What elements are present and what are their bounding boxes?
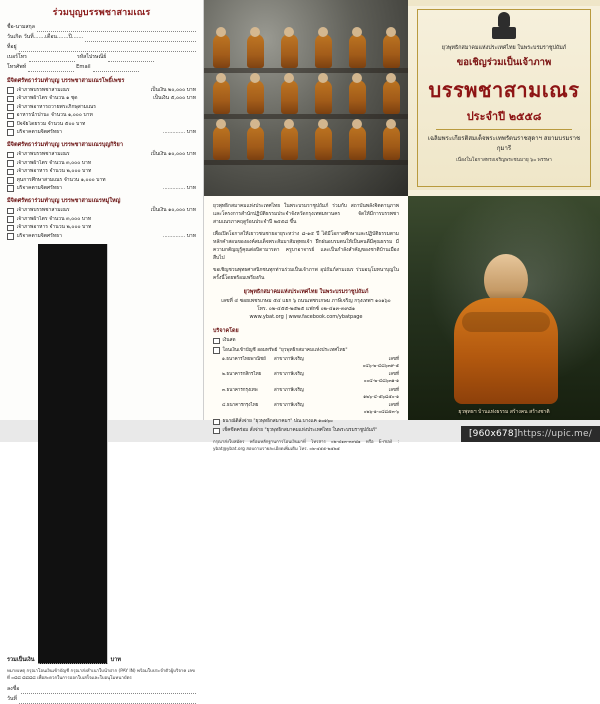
donation-form-panel bbox=[0, 0, 204, 703]
checkbox-icon[interactable] bbox=[213, 419, 220, 426]
bank-branch: สาขาภาษีเจริญ bbox=[274, 356, 304, 362]
novice-figure bbox=[315, 34, 332, 68]
donate-option-label: โอนเงินเข้าบัญชี ออมทรัพย์ "ยุวพุทธิกสมาคมแห่งประเทศไทย" bbox=[222, 347, 348, 353]
field-phone-input[interactable] bbox=[29, 55, 75, 62]
option-amount: เป็นเงิน ๑๐,๐๐๐ บาท bbox=[150, 151, 196, 158]
novice-figure bbox=[281, 34, 298, 68]
paragraph-2: เพื่อเปิดโอกาสให้เยาวชนชายอายุระหว่าง ๘-๑๕ ปี ได้มีโอกาสศึกษาและปฏิบัติธรรมตามหลักคำสอนขององค์สมเด็จพระสัมมาสัมพุทธเจ้า ฝึกฝนอบรมตนให้เป็นคนดีมีคุณธรรม มีความกตัญญูรู้คุณต่อบิดามารดา ครูบาอาจารย์ และเป็นกำลังสำคัญของชาติบ้านเมืองสืบไป bbox=[213, 230, 399, 261]
section-2-option-3[interactable] bbox=[7, 168, 196, 175]
paragraph-1: ยุวพุทธิกสมาคมแห่งประเทศไทย ในพระบรมราชูปถัมภ์ ร่วมกับ สถาบันพลังจิตตานุภาพ และโครงการสำนักปฏิบัติธรรมประจำจังหวัดกรุงเทพมหานคร จัดให้มีการบรรพชาสามเณรภาคฤดูร้อนประจำปี ๒๕๕๘ ขึ้น bbox=[213, 203, 399, 225]
donate-option-cheque[interactable] bbox=[213, 427, 399, 435]
watermark-dimensions: [960x678] bbox=[468, 429, 518, 439]
organization-block bbox=[213, 288, 399, 321]
novice-figure bbox=[349, 34, 366, 68]
cover-dedication: เฉลิมพระเกียรติสมเด็จพระเทพรัตนราชสุดาฯ สยามบรมราชกุมารี bbox=[427, 135, 581, 153]
donate-option-label: เช็คขีดคร่อม สั่งจ่าย "ยุวพุทธิกสมาคมแห่งประเทศไทย ในพระบรมราชูปถัมภ์" bbox=[222, 428, 378, 434]
novice-figure bbox=[383, 80, 400, 114]
donation-section-2 bbox=[7, 141, 196, 192]
field-email-input[interactable] bbox=[93, 65, 139, 72]
middle-text-block bbox=[204, 196, 408, 452]
option-amount: เป็นเงิน ๑๐,๐๐๐ บาท bbox=[150, 207, 196, 214]
organization-address: เลขที่ ๔ ซอยเพชรเกษม ๕๔ แยก ๖ ถนนเพชรเกษม ภาษีเจริญ กรุงเทพฯ ๑๐๑๖๐ bbox=[221, 298, 391, 305]
option-amount: เป็นเงิน ๕,๐๐๐ บาท bbox=[153, 95, 196, 102]
option-label: บริจาคตามจิตศรัทธา bbox=[16, 129, 62, 135]
bank-account: เลขที่ ๐๒๖-๑-๐๔๘๕๓-๖ bbox=[363, 402, 399, 416]
organization-name: ยุวพุทธิกสมาคมแห่งประเทศไทย ในพระบรมราชูปถัมภ์ bbox=[243, 289, 369, 296]
field-birthdate-input[interactable] bbox=[85, 35, 196, 42]
watermark-url: https://upic.me/ bbox=[517, 429, 592, 439]
novice-figure bbox=[349, 126, 366, 160]
cover-column bbox=[408, 0, 600, 420]
option-label: เจ้าภาพผ้าไตร จำนวน ๑ ชุด bbox=[16, 95, 78, 102]
bank-name: ๓.ธนาคารกรุงเทพ bbox=[222, 387, 258, 393]
checkbox-icon[interactable] bbox=[7, 104, 14, 111]
donate-option-label: ธนาณัติสั่งจ่าย "ยุวพุทธิกสมาคมฯ" ปณ.บางแค ๑๐๑๖๐ bbox=[222, 419, 333, 425]
signature-name-row[interactable] bbox=[7, 686, 196, 694]
option-label: บริจาคตามจิตศรัทธา bbox=[16, 185, 62, 192]
cover-invite-line: ขอเชิญร่วมเป็นเจ้าภาพ bbox=[456, 57, 552, 68]
novice-figure bbox=[281, 80, 298, 114]
bank-name: ๒.ธนาคารกสิกรไทย bbox=[222, 372, 262, 378]
bank-account: เลขที่ ๐๐๔-๒-๔๘๖๓๑-๑ bbox=[363, 372, 399, 385]
novice-portrait-photo bbox=[408, 196, 600, 420]
cover-occasion: เนื่องในโอกาสทรงเจริญพระชนมายุ ๖๐ พรรษา bbox=[456, 158, 552, 164]
donation-section-3 bbox=[7, 197, 196, 240]
section-3-heading: มีจิตศรัทธาร่วมทำบุญ บรรพชาสามเณรหมู่ใหญ่ bbox=[7, 198, 121, 205]
option-label: เจ้าภาพบรรพชาสามเณร bbox=[16, 207, 70, 214]
cover-org-line: ยุวพุทธิกสมาคมแห่งประเทศไทย ในพระบรมราชูปถัมภ์ bbox=[441, 45, 567, 51]
cover-header bbox=[408, 0, 600, 196]
section-2-option-1[interactable] bbox=[7, 151, 196, 158]
donate-option-cash[interactable] bbox=[213, 337, 399, 345]
paragraph-3: ขอเชิญชวนพุทธศาสนิกชนทุกท่านร่วมเป็นเจ้าภาพ อุปถัมภ์สามเณร ร่วมอนุโมทนาบุญในครั้งนี้โดยพร้อมเพรียงกัน bbox=[213, 266, 399, 281]
checkbox-icon[interactable] bbox=[7, 96, 14, 103]
novice-figure bbox=[349, 80, 366, 114]
novice-figure bbox=[247, 126, 264, 160]
checkbox-icon[interactable] bbox=[7, 185, 14, 192]
novice-figure bbox=[383, 34, 400, 68]
novice-figure bbox=[213, 80, 230, 114]
total-label: รวมเป็นเงิน bbox=[7, 656, 35, 663]
section-1-option-6[interactable] bbox=[7, 129, 196, 136]
organization-website[interactable]: www.ybat.org | www.facebook.com/ybatpage bbox=[249, 314, 363, 321]
photo-caption: ยุวพุทธฯ บ้านแห่งธรรม สร้างคน สร้างชาติ bbox=[458, 409, 550, 415]
novice-figure bbox=[213, 34, 230, 68]
section-1-option-1[interactable] bbox=[7, 87, 196, 94]
signature-name-input[interactable] bbox=[21, 687, 196, 694]
section-2-heading: มีจิตศรัทธาร่วมทำบุญ บรรพชาสามเณรบุญกิริยา bbox=[7, 142, 123, 149]
signature-date-label: วันที่ bbox=[7, 696, 17, 703]
total-unit: บาท bbox=[110, 656, 121, 663]
checkbox-icon[interactable] bbox=[7, 169, 14, 176]
checkbox-icon[interactable] bbox=[7, 216, 14, 223]
option-label: เจ้าภาพผ้าไตร จำนวน ๓,๐๐๐ บาท bbox=[16, 159, 92, 166]
field-postcode-label: รหัสไปรษณีย์ bbox=[76, 54, 107, 61]
royal-emblem-icon bbox=[491, 12, 517, 42]
field-tel[interactable] bbox=[7, 64, 196, 72]
bank-row bbox=[213, 402, 399, 417]
field-phone-label: เบอร์โทร bbox=[7, 54, 27, 61]
bank-branch: สาขาภาษีเจริญ bbox=[274, 372, 304, 378]
signature-date-input[interactable] bbox=[19, 697, 196, 704]
signature-name-label: ลงชื่อ bbox=[7, 686, 20, 693]
bank-row bbox=[213, 387, 399, 402]
field-address[interactable] bbox=[7, 44, 196, 52]
field-birthdate-label: วันเกิด bbox=[7, 34, 22, 41]
donate-option-transfer[interactable] bbox=[213, 347, 399, 355]
donation-section-1 bbox=[7, 77, 196, 137]
checkbox-icon[interactable] bbox=[7, 152, 14, 159]
option-label: ทุนการศึกษาสามเณร จำนวน ๑,๐๐๐ บาท bbox=[16, 176, 106, 183]
field-fullname-input[interactable] bbox=[37, 25, 196, 32]
option-label: เจ้าภาพผ้าไตร จำนวน ๓,๐๐๐ บาท bbox=[16, 215, 92, 222]
option-amount: .............. บาท bbox=[162, 129, 196, 135]
field-birthdate-hint: วันที่.......เดือน.......ปี....... bbox=[23, 34, 84, 41]
signature-date-row[interactable] bbox=[7, 696, 196, 704]
field-fullname[interactable] bbox=[7, 24, 196, 32]
divider bbox=[436, 129, 572, 130]
donate-method-heading: บริจาคโดย bbox=[213, 328, 239, 335]
total-row[interactable] bbox=[7, 244, 196, 664]
option-amount: .............. บาท bbox=[162, 232, 196, 239]
section-1-option-3[interactable] bbox=[7, 104, 196, 111]
novice-figure bbox=[247, 34, 264, 68]
middle-column bbox=[204, 0, 408, 452]
bank-name: ๔.ธนาคารกรุงไทย bbox=[222, 402, 259, 408]
option-label: เจ้าภาพบรรพชาสามเณร bbox=[16, 86, 70, 93]
total-input[interactable] bbox=[38, 244, 108, 664]
section-1-heading: มีจิตศรัทธาร่วมทำบุญ บรรพชาสามเณรโพธิ์เพชร bbox=[7, 77, 125, 84]
checkbox-icon[interactable] bbox=[7, 129, 14, 136]
cover-year: ประจำปี ๒๕๕๘ bbox=[466, 110, 542, 123]
checkbox-icon[interactable] bbox=[213, 338, 220, 345]
section-2-option-4[interactable] bbox=[7, 177, 196, 184]
option-label: อาหารน้ำปานะ จำนวน ๑,๐๐๐ บาท bbox=[16, 112, 93, 119]
novice-figure bbox=[315, 80, 332, 114]
option-label: เจ้าภาพอาหารถวายพระภิกษุสามเณร bbox=[16, 103, 96, 110]
checkbox-icon[interactable] bbox=[213, 347, 220, 354]
checkbox-icon[interactable] bbox=[7, 233, 14, 240]
cover-main-title: บรรพชาสามเณร bbox=[428, 78, 580, 102]
field-birthdate[interactable] bbox=[7, 34, 196, 42]
form-note: หมายเหตุ กรุณาโอนเงินเข้าบัญชี กรุณาส่งสำเนาใบนำฝาก (PAY IN) พร้อมใบประจำตัวผู้บริจาค เลขที่ ๐๘๘ ๘๘๘๘ เพื่อสะดวกในการออกใบเสร็จและใบอนุโมทนาบัตร bbox=[7, 669, 195, 681]
section-3-option-2[interactable] bbox=[7, 216, 196, 223]
option-label: เจ้าภาพบรรพชาสามเณร bbox=[16, 151, 70, 158]
bank-branch: สาขาภาษีเจริญ bbox=[274, 387, 304, 393]
novices-group-photo bbox=[204, 0, 408, 196]
option-label: บริจาคตามจิตศรัทธา bbox=[16, 232, 62, 239]
field-phone[interactable] bbox=[7, 54, 196, 62]
section-2-option-5[interactable] bbox=[7, 185, 196, 192]
novice-figure bbox=[383, 126, 400, 160]
section-1-option-5[interactable] bbox=[7, 121, 196, 128]
novice-figure bbox=[281, 126, 298, 160]
donate-option-label: เงินสด bbox=[222, 338, 236, 344]
option-label: เจ้าภาพอาหาร จำนวน ๒,๐๐๐ บาท bbox=[16, 168, 92, 175]
bank-account: เลขที่ ๐๔๖-๒-๔๘๖๓๙-๕ bbox=[362, 356, 399, 370]
checkbox-icon[interactable] bbox=[213, 428, 220, 435]
section-3-option-1[interactable] bbox=[7, 207, 196, 214]
checkbox-icon[interactable] bbox=[7, 113, 14, 120]
field-address-label: ที่อยู่ bbox=[7, 44, 17, 51]
middle-foot-note: กรุณาส่งใบสมัคร พร้อมหลักฐานการโอนเงินมาที่ โทรสาร ๐๒-๔๑๓-๓๙๘๑ หรือ E-mail : ybat@ybat.org สอบถามรายละเอียดเพิ่มเติม โทร. ๐๒-๔๕๕-๒๕๒๕ bbox=[213, 439, 399, 452]
meditating-novice-figure bbox=[454, 254, 558, 404]
bank-account: เลขที่ ๑๒๖-๔-๕๖๘๕๐-๑ bbox=[363, 387, 399, 400]
field-fullname-label: ชื่อ-นามสกุล bbox=[7, 24, 35, 31]
checkbox-icon[interactable] bbox=[7, 177, 14, 184]
section-3-option-3[interactable] bbox=[7, 224, 196, 231]
checkbox-icon[interactable] bbox=[7, 225, 14, 232]
field-postcode-input[interactable] bbox=[108, 55, 154, 62]
field-tel-label: โทรศัพท์ bbox=[7, 64, 27, 71]
novice-figure bbox=[213, 126, 230, 160]
signature-block bbox=[7, 686, 196, 704]
section-1-option-4[interactable] bbox=[7, 112, 196, 119]
checkbox-icon[interactable] bbox=[7, 121, 14, 128]
novice-figure bbox=[247, 80, 264, 114]
field-address-input[interactable] bbox=[19, 45, 196, 52]
option-amount: .............. บาท bbox=[162, 185, 196, 192]
bank-name: ๑.ธนาคารไทยพาณิชย์ bbox=[222, 356, 266, 362]
novice-figure bbox=[315, 126, 332, 160]
option-label: เจ้าภาพอาหาร จำนวน ๒,๐๐๐ บาท bbox=[16, 224, 92, 231]
form-title: ร่วมบุญบรรพชาสามเณร bbox=[52, 8, 151, 18]
field-email-label: Email bbox=[76, 64, 91, 71]
organization-telephone: โทร. ๐๒-๔๕๕-๒๕๒๕ แฟกซ์ ๐๒-๔๑๓-๓๙๘๑ bbox=[256, 306, 356, 313]
section-2-option-2[interactable] bbox=[7, 160, 196, 167]
section-3-option-4[interactable] bbox=[7, 233, 196, 240]
field-tel-input[interactable] bbox=[28, 65, 74, 72]
bank-branch: สาขาภาษีเจริญ bbox=[274, 402, 304, 408]
option-label: ปัจจัยโดยรวม จำนวน ๕๐๐ บาท bbox=[16, 120, 86, 127]
checkbox-icon[interactable] bbox=[7, 160, 14, 167]
bank-row bbox=[213, 371, 399, 386]
option-amount: เป็นเงิน ๒๐,๐๐๐ บาท bbox=[150, 86, 196, 93]
watermark bbox=[461, 426, 600, 442]
bank-row bbox=[213, 356, 399, 371]
donate-option-moneyorder[interactable] bbox=[213, 418, 399, 426]
section-1-option-2[interactable] bbox=[7, 95, 196, 102]
checkbox-icon[interactable] bbox=[7, 87, 14, 94]
checkbox-icon[interactable] bbox=[7, 208, 14, 215]
